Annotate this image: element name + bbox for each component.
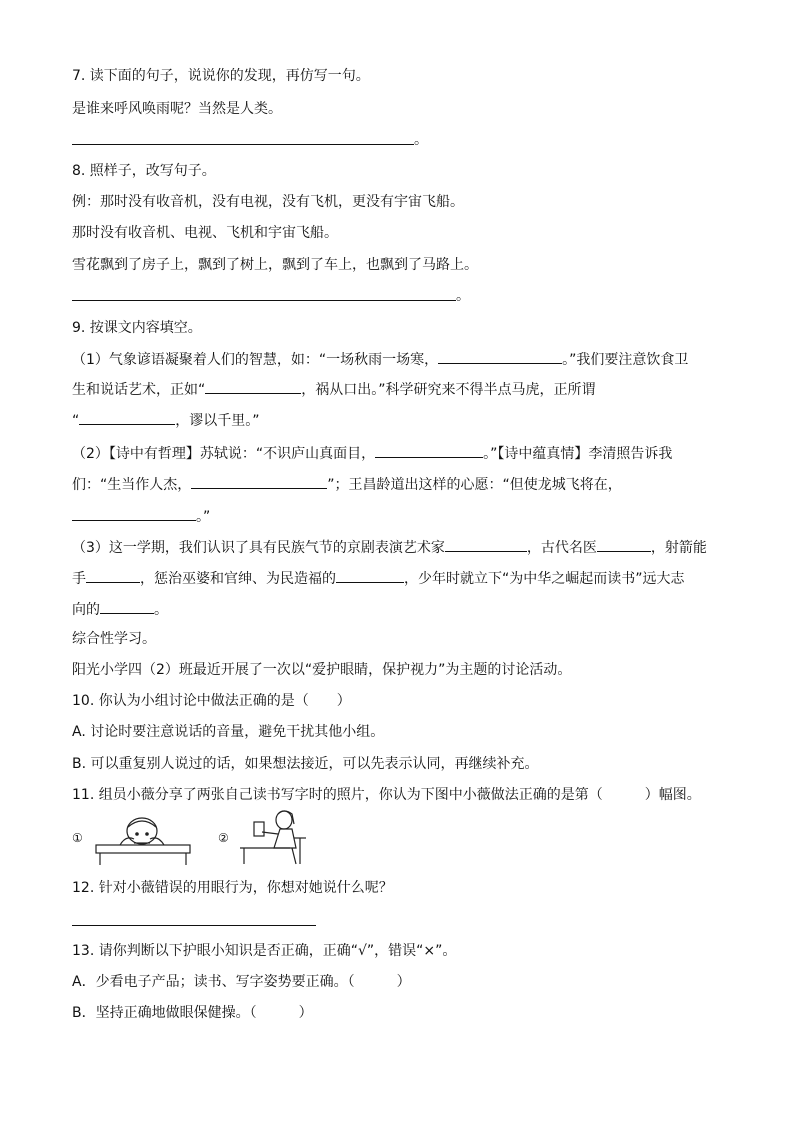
- q7-answer-line[interactable]: [72, 144, 414, 145]
- q9-p3-text-a: （3）这一学期，我们认识了具有民族气节的京剧表演艺术家: [72, 540, 445, 556]
- q8-answer-line[interactable]: [72, 300, 456, 301]
- q9-p1-text-e: “: [72, 413, 80, 429]
- q9-p1-line3: [72, 409, 260, 431]
- q11-pic2-label: ②: [218, 831, 229, 845]
- q9-p1-line1: [72, 348, 688, 370]
- q9-p1-text-a: （1）气象谚语凝聚着人们的智慧，如：“一场秋雨一场寒，: [72, 352, 439, 368]
- integrated-title: 综合性学习。: [72, 631, 156, 647]
- q9-p2-blank-2[interactable]: [191, 473, 327, 489]
- q9-title: 9. 按课文内容填空。: [72, 320, 202, 336]
- q9-p1-blank-1[interactable]: [438, 348, 562, 364]
- q9-p2-text-d: ”；王昌龄道出这样的心愿：“但使龙城飞将在，: [327, 477, 622, 493]
- integrated-intro: 阳光小学四（2）班最近开展了一次以“爱护眼睛，保护视力”为主题的讨论活动。: [72, 662, 572, 678]
- child-reading-correct-icon: [234, 808, 320, 868]
- q9-p1-text-c: 生和说话艺术，正如“: [72, 382, 206, 398]
- child-reading-close-icon: [90, 815, 200, 867]
- q9-p3-blank-4[interactable]: [336, 567, 404, 583]
- q9-p1-blank-2[interactable]: [205, 378, 301, 394]
- q10-option-a[interactable]: A. 讨论时要注意说话的音量，避免干扰其他小组。: [72, 724, 385, 740]
- q7-answer-period: 。: [414, 132, 428, 148]
- q9-p3-blank-1[interactable]: [445, 536, 527, 552]
- q12-title: 12. 针对小薇错误的用眼行为，你想对她说什么呢？: [72, 880, 393, 896]
- q9-p2-text-e: 。”: [196, 509, 211, 525]
- q8-sentence: 雪花飘到了房子上，飘到了树上，飘到了车上，也飘到了马路上。: [72, 257, 478, 273]
- q11-pic1-label: ①: [72, 831, 83, 845]
- q8-title: 8. 照样子，改写句子。: [72, 163, 216, 179]
- q9-p1-blank-3[interactable]: [79, 409, 175, 425]
- q9-p2-text-a: （2）【诗中有哲理】苏轼说：“不识庐山真面目，: [72, 446, 376, 462]
- q8-example: 例：那时没有收音机，没有电视，没有飞机，更没有宇宙飞船。: [72, 194, 464, 210]
- q11-title: 11. 组员小薇分享了两张自己读书写字时的照片，你认为下图中小薇做法正确的是第（ ）幅图。: [72, 787, 701, 803]
- q9-p2-line1: [72, 442, 672, 464]
- q9-p3-blank-5[interactable]: [100, 598, 154, 614]
- q13-item-a[interactable]: A．少看电子产品；读书、写字姿势要正确。（ ）: [72, 974, 411, 990]
- q8-answer-period: 。: [456, 288, 470, 304]
- q9-p3-blank-2[interactable]: [597, 536, 651, 552]
- q9-p2-blank-1[interactable]: [375, 442, 483, 458]
- q9-p3-text-g: 向的: [72, 602, 100, 618]
- q9-p3-text-h: 。: [154, 602, 168, 618]
- q11-picture-2[interactable]: [218, 808, 318, 868]
- q10-title: 10. 你认为小组讨论中做法正确的是（ ）: [72, 693, 351, 709]
- q13-item-b[interactable]: B．坚持正确地做眼保健操。（ ）: [72, 1005, 313, 1021]
- q12-answer-line[interactable]: [72, 925, 316, 926]
- q9-p3-text-e: ，惩治巫婆和官绅、为民造福的: [140, 571, 336, 587]
- q8-example-answer: 那时没有收音机、电视、飞机和宇宙飞船。: [72, 225, 338, 241]
- q9-p1-line2: [72, 378, 596, 400]
- q11-picture-1[interactable]: [72, 815, 192, 867]
- q9-p3-text-f: ，少年时就立下“为中华之崛起而读书”远大志: [404, 571, 685, 587]
- q9-p2-text-c: 们：“生当作人杰，: [72, 477, 192, 493]
- q9-p1-text-f: ，谬以千里。”: [175, 413, 260, 429]
- q9-p2-line2: [72, 473, 622, 495]
- q9-p2-blank-3[interactable]: [72, 505, 196, 521]
- q9-p1-text-d: ，祸从口出。”科学研究来不得半点马虎，正所谓: [301, 382, 596, 398]
- q9-p2-text-b: 。”【诗中蕴真情】李清照告诉我: [483, 446, 673, 462]
- q9-p3-text-c: ，射箭能: [650, 540, 707, 556]
- q10-option-b[interactable]: B. 可以重复别人说过的话，如果想法接近，可以先表示认同，再继续补充。: [72, 756, 539, 772]
- q7-sentence: 是谁来呼风唤雨呢？当然是人类。: [72, 101, 282, 117]
- q9-p2-line3: [72, 505, 210, 527]
- q9-p1-text-b: 。”我们要注意饮食卫: [562, 352, 689, 368]
- q7-title: 7. 读下面的句子，说说你的发现，再仿写一句。: [72, 68, 370, 84]
- q13-title: 13. 请你判断以下护眼小知识是否正确，正确“√”，错误“×”。: [72, 943, 457, 959]
- q9-p3-line1: [72, 536, 707, 558]
- q9-p3-line3: [72, 598, 168, 620]
- q9-p3-line2: [72, 567, 685, 589]
- q9-p3-text-d: 手: [72, 571, 86, 587]
- q9-p3-text-b: ，古代名医: [526, 540, 597, 556]
- q9-p3-blank-3[interactable]: [86, 567, 140, 583]
